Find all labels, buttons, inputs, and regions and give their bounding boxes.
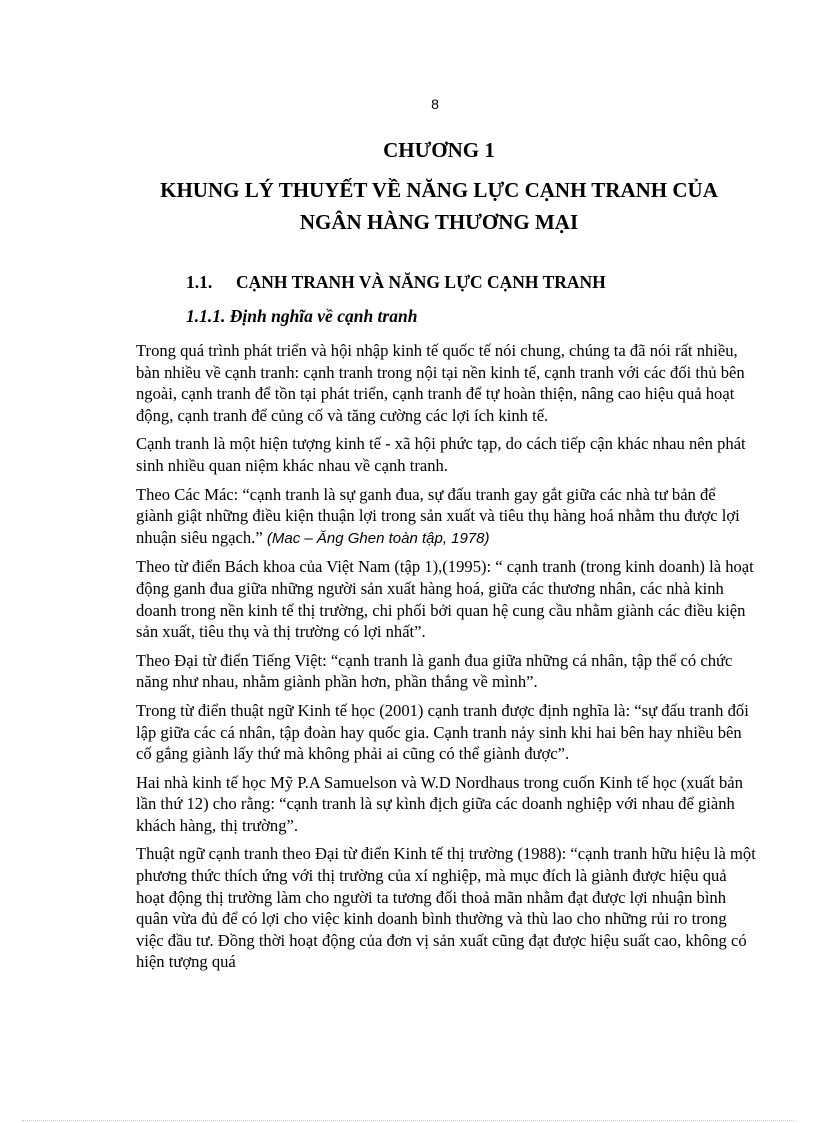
paragraph bbox=[136, 484, 756, 550]
chapter-heading: CHƯƠNG 1 bbox=[383, 138, 495, 162]
paragraph: Theo từ điển Bách khoa của Việt Nam (tập 1),(1995): “ cạnh tranh (trong kinh doanh) là hoạt động ganh đua giữa những người sản xuất hàng hoá, giữa các thương nhân, các nhà kinh doanh trong nền kinh tế thị trường, chi phối bởi quan hệ cung cầu nhằm giành các điều kiện sản xuất, tiêu thụ và thị trường có lợi nhất”. bbox=[136, 557, 754, 642]
paragraph: Thuật ngữ cạnh tranh theo Đại từ điển Kinh tế thị trường (1988): “cạnh tranh hữu hiệu là một phương thức thích ứng với thị trường của xí nghiệp, mà mục đích là giành được hiệu quả hoạt động thị trường làm cho người ta tương đối thoả mãn nhằm đạt được lợi nhuận bình quân vừa đủ để có lợi cho việc kinh doanh bình thường và thù lao cho những rủi ro trong việc đầu tư. Đồng thời hoạt động của đơn vị sản xuất cũng đạt được hiệu suất cao, không có hiện tượng quá bbox=[136, 844, 756, 972]
body-text bbox=[136, 340, 756, 980]
chapter-title-line-1: KHUNG LÝ THUYẾT VỀ NĂNG LỰC CẠNH TRANH CỦA bbox=[160, 178, 718, 202]
page-number: 8 bbox=[431, 96, 439, 112]
section-heading bbox=[186, 272, 606, 293]
paragraph: Trong quá trình phát triển và hội nhập kinh tế quốc tế nói chung, chúng ta đã nói rất nhiều, bàn nhiều về cạnh tranh: cạnh tranh trong nội tại nền kinh tế, cạnh tranh với các đối thủ bên ngoài, cạnh tranh để tồn tại phát triển, cạnh tranh để tự hoàn thiện, nâng cao hiệu quả hoạt động, cạnh tranh để củng cố và tăng cường các lợi ích kinh tế. bbox=[136, 341, 745, 425]
section-number: 1.1. bbox=[186, 272, 213, 292]
section-title: CẠNH TRANH VÀ NĂNG LỰC CẠNH TRANH bbox=[236, 272, 606, 292]
chapter-title-line-2: NGÂN HÀNG THƯƠNG MẠI bbox=[299, 210, 579, 234]
paragraph: Trong từ điển thuật ngữ Kinh tế học (2001) cạnh tranh được định nghĩa là: “sự đấu tranh đối lập giữa các cá nhân, tập đoàn hay quốc gia. Cạnh tranh nảy sinh khi hai bên hay nhiều bên cố gắng giành lấy thứ mà không phải ai cũng có thể giành được”. bbox=[136, 700, 749, 764]
subsection-heading: 1.1.1. Định nghĩa về cạnh tranh bbox=[186, 306, 418, 326]
page-bottom-border bbox=[22, 1120, 794, 1121]
paragraph: Cạnh tranh là một hiện tượng kinh tế - xã hội phức tạp, do cách tiếp cận khác nhau nên phát sinh nhiều quan niệm khác nhau về cạnh tranh. bbox=[136, 434, 746, 475]
citation: (Mac – Ăng Ghen toàn tập, 1978) bbox=[266, 529, 490, 547]
chapter-title bbox=[0, 174, 816, 238]
paragraph-text: Theo Các Mác: “cạnh tranh là sự ganh đua, sự đấu tranh gay gắt giữa các nhà tư bản để giành giật những điều kiện thuận lợi trong sản xuất và tiêu thụ hàng hoá nhằm thu được lợi nhuận siêu ngạch.” bbox=[136, 484, 740, 547]
paragraph: Theo Đại từ điển Tiếng Việt: “cạnh tranh là ganh đua giữa những cá nhân, tập thể có chức năng như nhau, nhằm giành phần hơn, phần thắng về mình”. bbox=[136, 650, 733, 692]
paragraph: Hai nhà kinh tế học Mỹ P.A Samuelson và W.D Nordhaus trong cuốn Kinh tế học (xuất bản lần thứ 12) cho rằng: “cạnh tranh là sự kình địch giữa các doanh nghiệp với nhau để giành khách hàng, thị trường”. bbox=[136, 772, 743, 835]
